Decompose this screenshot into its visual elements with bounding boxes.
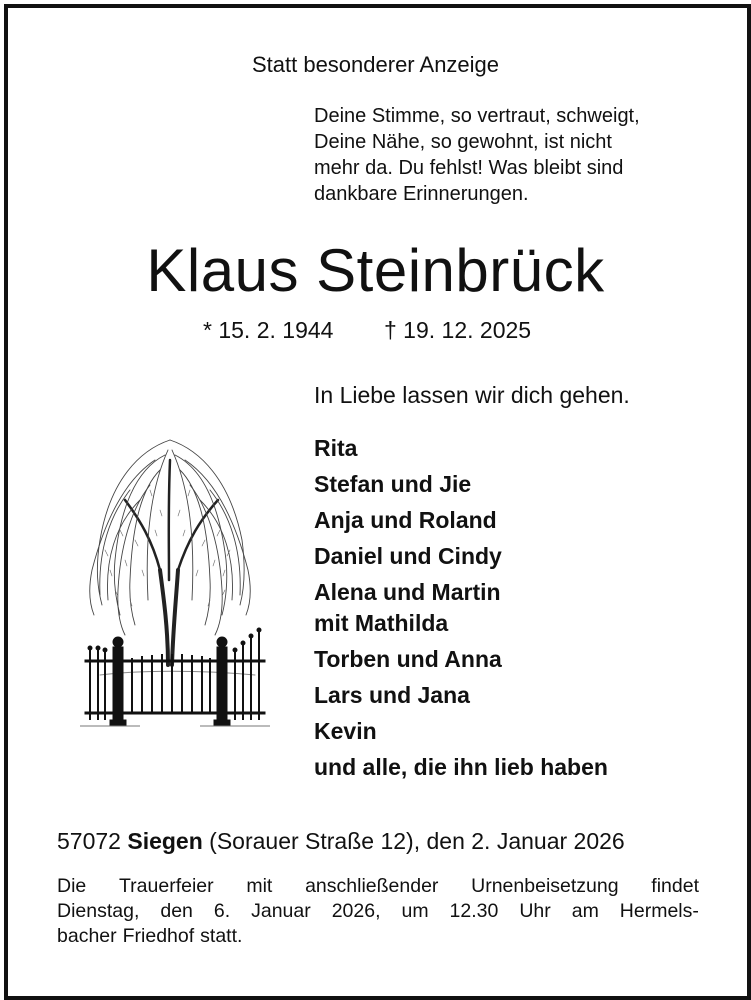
mourner-entry: Stefan und Jie — [314, 471, 472, 497]
mourner-entry: mit Mathilda — [314, 610, 449, 636]
notice-word: statt. — [200, 925, 243, 947]
place-and-date — [57, 828, 625, 855]
death-date: † 19. 12. 2025 — [384, 317, 532, 343]
notice-line — [57, 899, 699, 924]
notice-word: Januar — [251, 900, 311, 922]
notice-word: bacher — [57, 925, 117, 947]
mourner-entry: Anja und Roland — [314, 507, 497, 533]
mourner-entry: Torben und Anna — [314, 646, 502, 672]
announcement-heading: Statt besonderer Anzeige — [251, 52, 500, 77]
quote-line: dankbare Erinnerungen. — [314, 183, 529, 205]
zip-code: 57072 — [57, 828, 121, 854]
notice-word: 6. — [213, 900, 231, 922]
notice-word: Uhr — [519, 900, 551, 922]
memorial-quote — [314, 103, 714, 207]
notice-word: 2026, — [331, 900, 381, 922]
mourner-entry: Lars und Jana — [314, 682, 470, 708]
funeral-notice — [57, 874, 699, 949]
notice-word: Trauerfeier — [118, 875, 214, 897]
notice-word: Urnenbeisetzung — [471, 875, 619, 897]
notice-word: Hermels- — [619, 900, 699, 922]
notice-word: Dienstag, — [57, 900, 140, 922]
birth-date: * 15. 2. 1944 — [203, 317, 334, 343]
notice-word: findet — [651, 875, 699, 897]
notice-word: um — [401, 900, 429, 922]
mourner-entry: Daniel und Cindy — [314, 543, 502, 569]
deceased-name: Klaus Steinbrück — [146, 237, 605, 304]
mourners-list — [314, 430, 608, 785]
notice-line — [57, 874, 699, 899]
city-name: Siegen — [127, 828, 203, 854]
quote-line: Deine Stimme, so vertraut, schweigt, — [314, 105, 640, 127]
mourner-entry: Rita — [314, 435, 358, 461]
address-and-date: (Sorauer Straße 12), den 2. Januar 2026 — [209, 828, 625, 854]
notice-line — [57, 924, 699, 949]
mourner-entry: Alena und Martin — [314, 579, 501, 605]
notice-word: anschließender — [305, 875, 439, 897]
mourner-entry: Kevin — [314, 718, 377, 744]
notice-word: mit — [246, 875, 273, 897]
farewell-line: In Liebe lassen wir dich gehen. — [314, 382, 630, 408]
notice-word: Friedhof — [122, 925, 195, 947]
notice-word: 12.30 — [449, 900, 499, 922]
weeping-willow-illustration — [80, 430, 270, 740]
notice-word: am — [571, 900, 599, 922]
quote-line: mehr da. Du fehlst! Was bleibt sind — [314, 157, 624, 179]
mourner-entry: und alle, die ihn lieb haben — [314, 754, 608, 780]
notice-word: den — [160, 900, 193, 922]
quote-line: Deine Nähe, so gewohnt, ist nicht — [314, 131, 612, 153]
notice-word: Die — [57, 875, 87, 897]
